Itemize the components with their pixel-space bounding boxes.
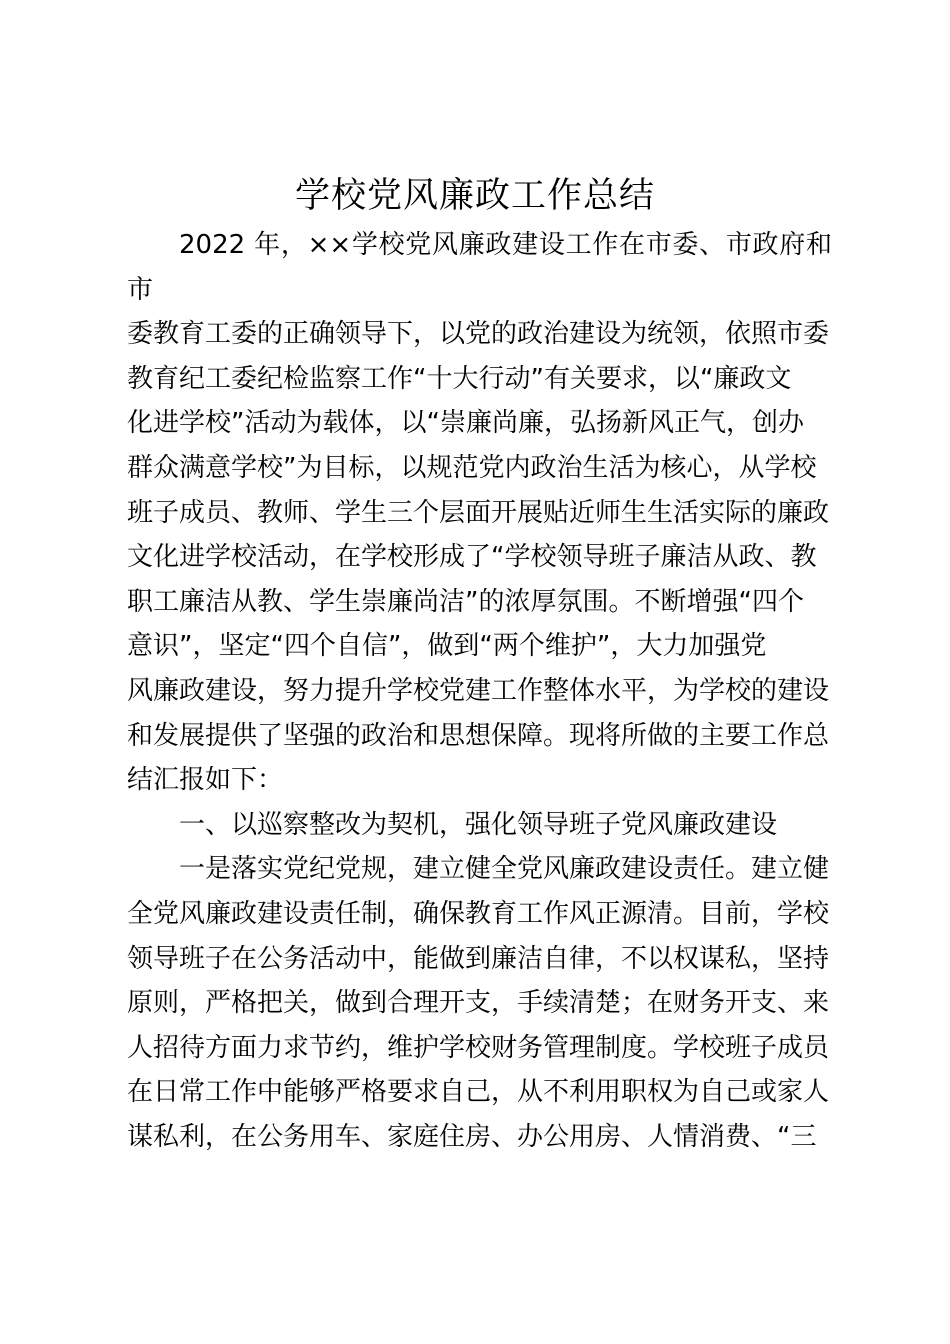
section-heading-1: 一、以巡察整改为契机，强化领导班子党风廉政建设 [179, 809, 778, 840]
paragraph-section-1: 一是落实党纪党规，建立健全党风廉政建设责任。建立健 全党风廉政建设责任制，确保教育工作风正源清。目前，学校 领导班子在公务活动中，能做到廉洁自律，不以权谋私，坚持 原则，严格把关，做到合理开支，手续清楚；在财务开支、来 人招待方面力求节约，维护学校财务管理制度。学校班子成员 在日常工作中能够严格要求自己，从不利用职权为自己或家人 谋私利，在公务用车、家庭住房、办公用房、人情消费、“三 [127, 854, 830, 1152]
document-title: 学校党风廉政工作总结 [294, 176, 655, 216]
document-body [127, 223, 832, 1159]
paragraph-intro: 2022 年，××学校党风廉政建设工作在市委、市政府和市 委教育工委的正确领导下，以党的政治建设为统领，依照市委 教育纪工委纪检监察工作“十大行动”有关要求，以“廉政文 化进学校”活动为载体，以“崇廉尚廉，弘扬新风正气，创办 群众满意学校”为目标，以规范党内政治生活为核心，从学校 班子成员、教师、学生三个层面开展贴近师生生活实际的廉政 文化进学校活动，在学校形成了“学校领导班子廉洁从政、教 职工廉洁从教、学生崇廉尚洁”的浓厚氛围。不断增强“四个 意识”，坚定“四个自信”，做到“两个维护”，大力加强党 风廉政建设，努力提升学校党建工作整体水平，为学校的建设 和发展提供了坚强的政治和思想保障。现将所做的主要工作总 结汇报如下： [127, 230, 832, 796]
